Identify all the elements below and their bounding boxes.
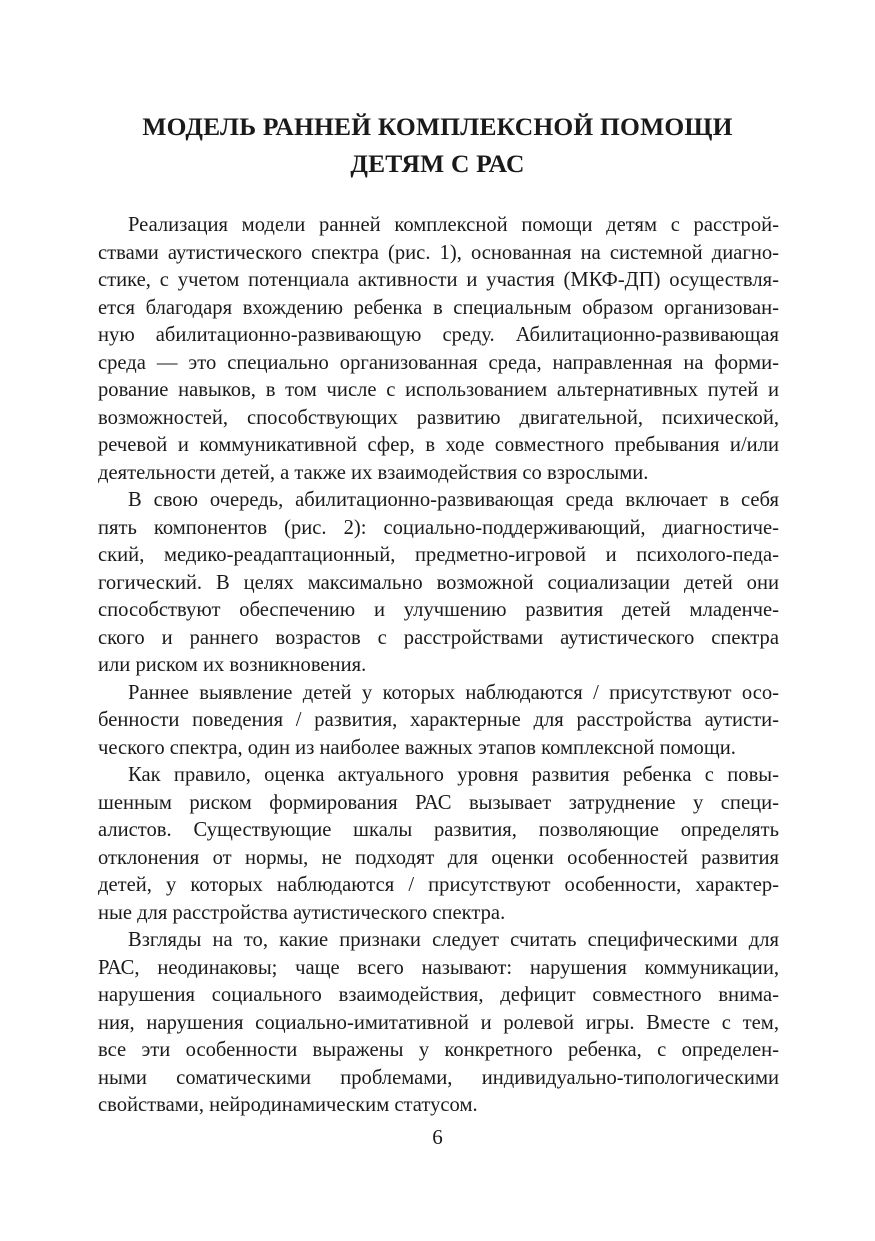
text-line: стике, с учетом потенциала активности и участия (МКФ-ДП) осуществля- bbox=[98, 269, 779, 291]
page-number: 6 bbox=[432, 1125, 443, 1149]
body-text bbox=[98, 212, 779, 1120]
text-line: РАС, неодинаковы; чаще всего называют: нарушения коммуникации, bbox=[98, 956, 779, 979]
text-line: отклонения от нормы, не подходят для оценки особенностей развития bbox=[98, 846, 779, 869]
text-line: детей, у которых наблюдаются / присутствуют особенности, характер- bbox=[98, 874, 779, 896]
page-title bbox=[80, 108, 795, 182]
text-line: свойствами, нейродинамическим статусом. bbox=[98, 1094, 478, 1116]
text-line: пять компонентов (рис. 2): социально-поддерживающий, диагностиче- bbox=[98, 516, 779, 539]
text-line: ными соматическими проблемами, индивидуально-типологическими bbox=[98, 1066, 779, 1089]
text-line: способствуют обеспечению и улучшению развития детей младенче- bbox=[98, 599, 779, 621]
text-line: ется благодаря вхождению ребенка в специальным образом организован- bbox=[98, 296, 779, 319]
title-line: МОДЕЛЬ РАННЕЙ КОМПЛЕКСНОЙ ПОМОЩИ bbox=[142, 112, 733, 141]
paragraph bbox=[98, 680, 779, 763]
text-line: ский, медико-реадаптационный, предметно-игровой и психолого-педа- bbox=[98, 544, 779, 566]
paragraph bbox=[98, 762, 779, 927]
text-line: рование навыков, в том числе с использованием альтернативных путей и bbox=[98, 379, 779, 401]
text-line: Раннее выявление детей у которых наблюдаются / присутствуют осо- bbox=[128, 681, 779, 704]
paragraph bbox=[98, 487, 779, 680]
title-line: ДЕТЯМ С РАС bbox=[350, 149, 525, 178]
text-line: ского и раннего возрастов с расстройствами аутистического спектра bbox=[98, 626, 779, 649]
text-line: Как правило, оценка актуального уровня развития ребенка с повы- bbox=[128, 764, 779, 786]
text-line: ческого спектра, один из наиболее важных этапов комплексной помощи. bbox=[98, 736, 736, 759]
text-line: ствами аутистического спектра (рис. 1), основанная на системной диагно- bbox=[98, 241, 779, 264]
text-line: Взгляды на то, какие признаки следует считать специфическими для bbox=[128, 929, 779, 951]
text-line: гогический. В целях максимально возможной социализации детей они bbox=[98, 571, 779, 594]
text-line: нарушения социального взаимодействия, дефицит совместного внима- bbox=[98, 984, 779, 1006]
text-line: ные для расстройства аутистического спектра. bbox=[98, 901, 506, 924]
text-line: деятельности детей, а также их взаимодействия со взрослыми. bbox=[98, 461, 649, 484]
text-line: Реализация модели ранней комплексной помощи детям с расстрой- bbox=[128, 214, 779, 236]
text-line: или риском их возникновения. bbox=[98, 654, 367, 676]
text-line: шенным риском формирования РАС вызывает затруднение у специ- bbox=[98, 791, 779, 814]
paragraph bbox=[98, 927, 779, 1120]
text-line: все эти особенности выражены у конкретного ребенка, с определен- bbox=[98, 1039, 779, 1061]
paragraph bbox=[98, 212, 779, 487]
text-line: среда — это специально организованная среда, направленная на форми- bbox=[98, 351, 779, 374]
text-line: В свою очередь, абилитационно-развивающая среда включает в себя bbox=[128, 489, 779, 511]
text-line: алистов. Существующие шкалы развития, позволяющие определять bbox=[98, 819, 779, 841]
text-line: ния, нарушения социально-имитативной и ролевой игры. Вместе с тем, bbox=[98, 1011, 779, 1034]
text-line: возможностей, способствующих развитию двигательной, психической, bbox=[98, 406, 779, 429]
text-line: ную абилитационно-развивающую среду. Абилитационно-развивающая bbox=[98, 324, 779, 346]
text-line: бенности поведения / развития, характерные для расстройства аутисти- bbox=[98, 709, 779, 731]
text-line: речевой и коммуникативной сфер, в ходе совместного пребывания и/или bbox=[98, 434, 779, 456]
